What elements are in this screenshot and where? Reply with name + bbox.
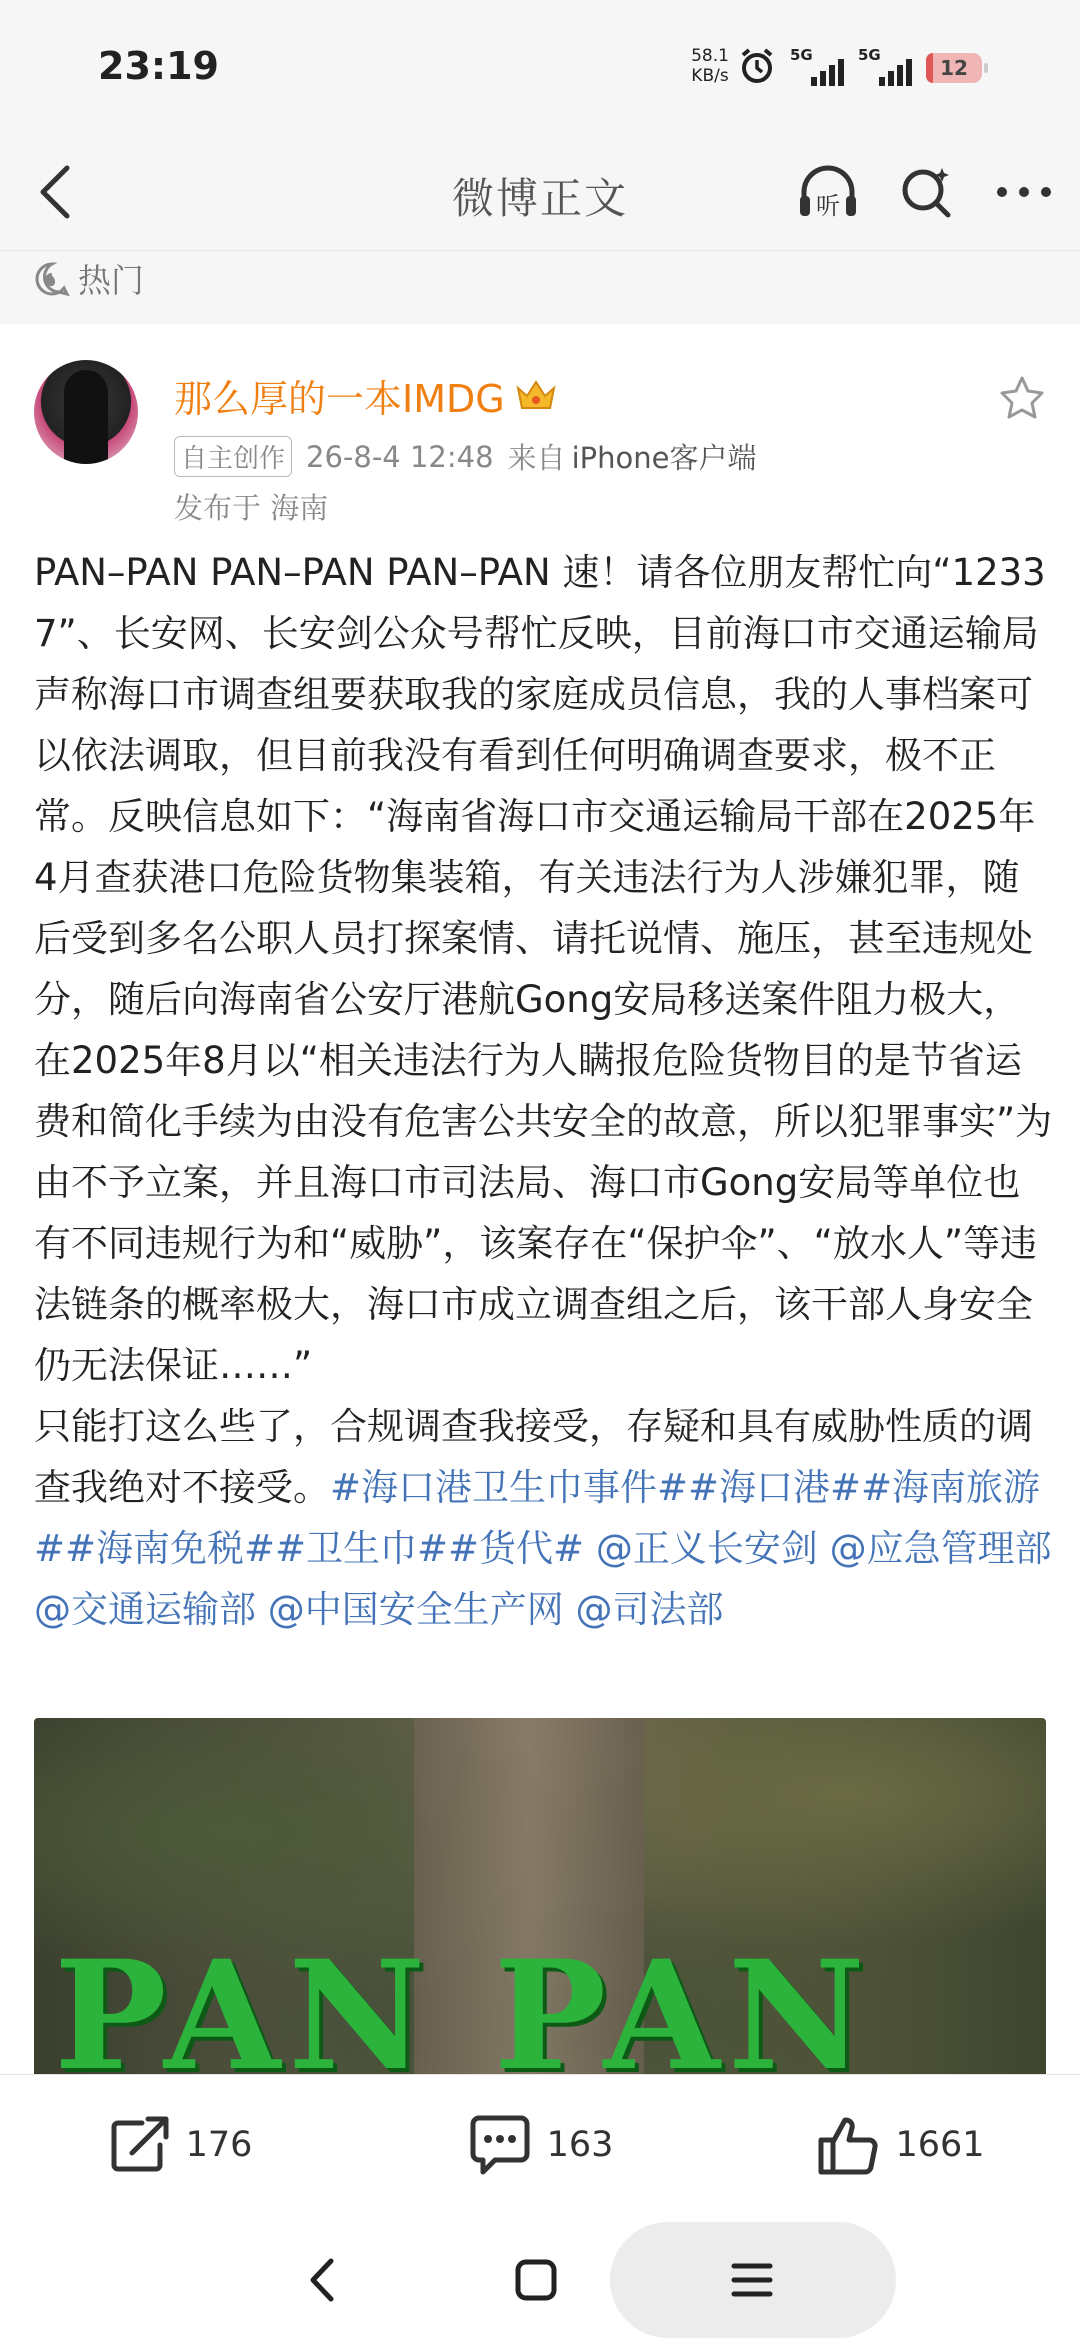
original-badge: 自主创作 [174, 436, 292, 477]
mention-link[interactable]: @正义长安剑 [595, 1527, 818, 1570]
post-timestamp: 26-8-4 12:48 [306, 439, 494, 474]
mention-link[interactable]: @交通运输部 [34, 1588, 256, 1631]
alarm-icon [738, 47, 776, 89]
signal-5g-icon [790, 48, 844, 88]
mention-link[interactable]: @中国安全生产网 [267, 1588, 564, 1631]
more-icon [994, 182, 1054, 202]
hashtag-link[interactable]: #海口港# [688, 1466, 862, 1509]
sim2-label: 5G [858, 46, 881, 64]
listen-button[interactable] [794, 158, 862, 226]
post-meta [174, 436, 756, 477]
top-nav-bar [0, 140, 1080, 250]
sim1-label: 5G [790, 46, 813, 64]
star-icon [998, 374, 1046, 422]
status-time: 23:19 [98, 44, 219, 88]
post-username-row[interactable] [174, 368, 557, 423]
post-image-text: PAN PAN [54, 1928, 873, 2074]
post-paragraph-2-text: 只能打这么些了，合规调查我接受，存疑和具有威胁性质的调查我绝对不接受。 [34, 1405, 1033, 1509]
hashtag-link[interactable]: #海南旅游# [34, 1466, 1041, 1570]
hot-label-row[interactable] [34, 255, 144, 302]
signal-5g-icon [858, 48, 912, 88]
system-back-icon [307, 2257, 337, 2303]
comment-icon [467, 2114, 533, 2176]
comment-count: 163 [546, 2125, 614, 2165]
battery-icon [926, 53, 982, 83]
system-nav-bar [0, 2214, 1080, 2347]
status-icons [738, 46, 982, 90]
system-recents-button[interactable] [712, 2240, 792, 2320]
comment-button[interactable] [360, 2075, 720, 2215]
like-button[interactable] [720, 2075, 1080, 2215]
like-count: 1661 [895, 2125, 985, 2165]
listen-label: 听 [816, 192, 840, 220]
crown-icon [515, 378, 557, 414]
post-body [34, 542, 1054, 1640]
hashtag-link[interactable]: #海南免税# [65, 1527, 276, 1570]
home-icon [514, 2258, 558, 2302]
search-button[interactable] [892, 158, 960, 226]
repost-icon [108, 2115, 172, 2175]
post-paragraph-2 [34, 1396, 1054, 1640]
mention-link[interactable]: @应急管理部 [829, 1527, 1052, 1570]
hashtag-link[interactable]: #卫生巾# [275, 1527, 449, 1570]
network-speed-unit: KB/s [691, 66, 729, 86]
network-speed-value: 58.1 [691, 46, 729, 66]
mention-link[interactable]: @司法部 [575, 1588, 724, 1631]
weibo-post [0, 324, 1080, 2074]
post-image[interactable] [34, 1718, 1046, 2074]
post-action-bar [0, 2074, 1080, 2215]
post-source: iPhone客户端 [571, 441, 757, 475]
system-home-button[interactable] [496, 2240, 576, 2320]
menu-icon [730, 2260, 774, 2300]
hot-icon [34, 261, 70, 297]
hashtag-link[interactable]: #海口港卫生巾事件# [330, 1466, 689, 1509]
hot-label: 热门 [78, 261, 144, 300]
headphones-icon [796, 162, 860, 222]
thumbs-up-icon [815, 2114, 881, 2176]
source-prefix: 来自 [507, 441, 566, 475]
page-title: 微博正文 [451, 174, 628, 223]
status-bar [0, 0, 1080, 140]
search-icon [896, 162, 956, 222]
network-speed [690, 46, 730, 86]
username[interactable]: 那么厚的一本IMDG [174, 377, 505, 421]
battery-level: 12 [940, 56, 968, 80]
favorite-button[interactable] [998, 374, 1046, 422]
avatar[interactable] [34, 360, 138, 464]
system-back-button[interactable] [282, 2240, 362, 2320]
hashtag-link[interactable]: #货代# [448, 1527, 585, 1570]
repost-count: 176 [185, 2125, 253, 2165]
repost-button[interactable] [0, 2075, 360, 2215]
more-button[interactable] [990, 158, 1058, 226]
post-paragraph-1: PAN–PAN PAN–PAN PAN–PAN 速！请各位朋友帮忙向“12337”、长安网、长安剑公众号帮忙反映，目前海口市交通运输局声称海口市调查组要获取我的家庭成员信息，我的人事档案可以依法调取，但目前我没有看到任何明确调查要求，极不正常。反映信息如下：“海南省海口市交通运输局干部在2025年4月查获港口危险货物集装箱，有关违法行为人涉嫌犯罪，随后受到多名公职人员打探案情、请托说情、施压，甚至违规处分，随后向海南省公安厅港航Gong安局移送案件阻力极大，在2025年8月以“相关违法行为人瞒报危险货物目的是节省运费和简化手续为由没有危害公共安全的故意，所以犯罪事实”为由不予立案，并且海口市司法局、海口市Gong安局等单位也有不同违规行为和“威胁”，该案存在“保护伞”、“放水人”等违法链条的概率极大，海口市成立调查组之后，该干部人身安全仍无法保证……” [34, 551, 1053, 1387]
post-location: 发布于 海南 [174, 491, 329, 525]
hot-section [0, 250, 1080, 321]
